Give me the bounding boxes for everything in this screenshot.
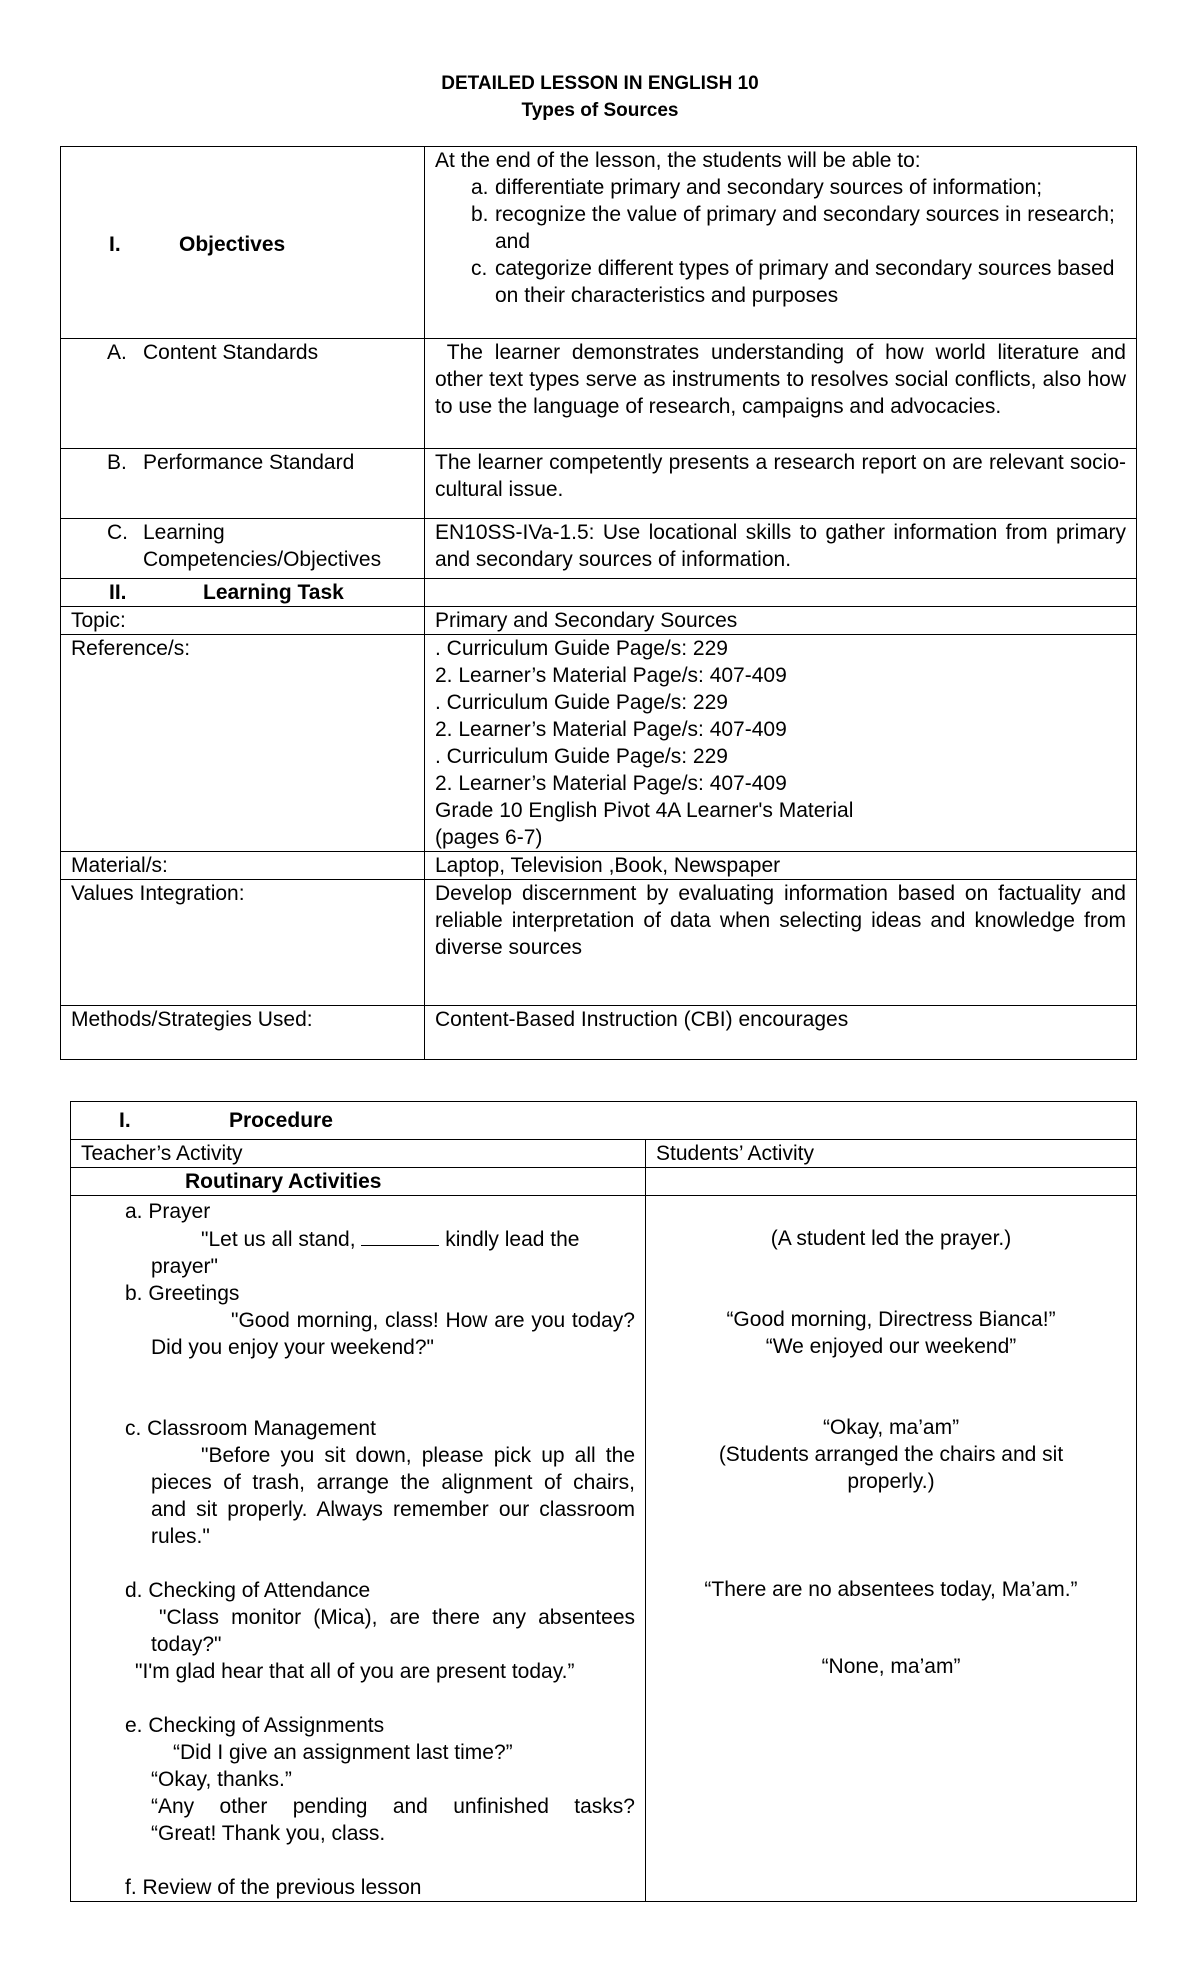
values-integration-label: Values Integration: [61, 880, 425, 1006]
performance-standard-row [61, 449, 1137, 519]
materials-row [61, 852, 1137, 880]
objectives-content-cell [425, 147, 1137, 339]
performance-standard-label: Performance Standard [143, 451, 355, 474]
document-title: DETAILED LESSON IN ENGLISH 10 [441, 73, 759, 94]
topic-row [61, 607, 1137, 635]
reference-line: . Curriculum Guide Page/s: 229 [435, 637, 728, 660]
prayer-text-2: prayer" [151, 1255, 218, 1278]
objectives-num: I. [109, 233, 121, 256]
attendance-text: "Class monitor (Mica), are there any absentees today?" [151, 1606, 635, 1656]
routinary-empty-cell [646, 1168, 1137, 1196]
greetings-heading: b. Greetings [125, 1282, 240, 1305]
references-row [61, 635, 1137, 852]
routinary-row [71, 1168, 1137, 1196]
document-subtitle: Types of Sources [521, 100, 679, 121]
greetings-item [81, 1280, 635, 1361]
greetings-response-1: “Good morning, Directress Bianca!” [726, 1308, 1056, 1331]
procedure-body-row [71, 1196, 1137, 1902]
values-integration-value: Develop discernment by evaluating information based on factuality and reliable interpretation of data when selecting ideas and knowledge from diverse sources [425, 880, 1137, 1006]
content-standards-label: Content Standards [143, 341, 319, 364]
students-activity-cell [646, 1196, 1137, 1902]
routinary-label: Routinary Activities [71, 1168, 646, 1196]
classroom-response-1: “Okay, ma’am” [822, 1416, 960, 1439]
prayer-heading: a. Prayer [125, 1200, 211, 1223]
objectives-label-cell [61, 147, 425, 339]
learning-competencies-text: EN10SS-IVa-1.5: Use locational skills to gather information from primary and secondary sources of information. [425, 519, 1137, 579]
content-standards-row [61, 339, 1137, 449]
learning-task-label-cell: II. Learning Task [61, 579, 425, 607]
content-standards-text: The learner demonstrates understanding of how world literature and other text types serve as instruments to resolves social conflicts, also how to use the language of research, campaigns and advocacies. [425, 339, 1137, 449]
reference-line: 2. Learner’s Material Page/s: 407-409 [435, 718, 787, 741]
objectives-label: Objectives [179, 233, 286, 256]
attendance-text-2: "I'm glad hear that all of you are present today.” [135, 1660, 575, 1683]
teacher-activity-cell [71, 1196, 646, 1902]
attendance-heading: d. Checking of Attendance [125, 1579, 371, 1602]
references-label: Reference/s: [61, 635, 425, 852]
procedure-title-row [71, 1102, 1137, 1140]
attendance-response-2: “None, ma’am” [821, 1655, 961, 1678]
teacher-activity-header: Teacher’s Activity [71, 1140, 646, 1168]
topic-label: Topic: [61, 607, 425, 635]
procedure-label: Procedure [229, 1109, 333, 1132]
prayer-text: "Let us all stand, kindly lead the [151, 1225, 635, 1253]
materials-label: Material/s: [61, 852, 425, 880]
objectives-list [435, 174, 1126, 309]
objective-item: a. differentiate primary and secondary sources of information; [471, 176, 1043, 199]
performance-standard-label-cell: B. Performance Standard [61, 449, 425, 519]
lesson-plan-table [60, 146, 1137, 1060]
methods-label: Methods/Strategies Used: [61, 1006, 425, 1060]
objective-item: c. categorize different types of primary and secondary sources based on their characteristics and purposes [471, 257, 1115, 307]
learning-competencies-label-cell: C. Learning Competencies/Objectives [61, 519, 425, 579]
objectives-row [61, 147, 1137, 339]
materials-value: Laptop, Television ,Book, Newspaper [425, 852, 1137, 880]
review-heading: f. Review of the previous lesson [125, 1876, 422, 1899]
objective-item: b. recognize the value of primary and secondary sources in research; and [471, 203, 1115, 253]
objectives-intro: At the end of the lesson, the students will be able to: [435, 149, 921, 172]
page-title-block [0, 70, 1200, 124]
procedure-title-cell: I. Procedure [71, 1102, 1137, 1140]
learning-competencies-row [61, 519, 1137, 579]
classroom-text: "Before you sit down, please pick up all the pieces of trash, arrange the alignment of chairs, and sit properly. Always remember our classroom rules." [151, 1444, 635, 1548]
assignments-item: e. Checking of Assignments “Did I give an assignment last time?” “Okay, thanks.” “Any other pending and unfinished tasks? “Great! Thank you, class. [125, 1714, 635, 1845]
students-activity-header: Students’ Activity [646, 1140, 1137, 1168]
greetings-text: "Good morning, class! How are you today? Did you enjoy your weekend?" [151, 1309, 635, 1359]
classroom-item [81, 1415, 635, 1550]
procedure-table [70, 1101, 1137, 1902]
learning-task-empty-cell [425, 579, 1137, 607]
learning-task-row [61, 579, 1137, 607]
prayer-item [81, 1198, 635, 1280]
learning-task-label: Learning Task [203, 581, 344, 604]
attendance-response-1: “There are no absentees today, Ma’am.” [704, 1578, 1078, 1601]
reference-line: . Curriculum Guide Page/s: 229 [435, 691, 728, 714]
methods-value: Content-Based Instruction (CBI) encourages [425, 1006, 1137, 1060]
procedure-header-row [71, 1140, 1137, 1168]
reference-line: (pages 6-7) [435, 826, 543, 849]
references-list [425, 635, 1137, 852]
topic-value: Primary and Secondary Sources [425, 607, 1137, 635]
classroom-response-2: (Students arranged the chairs and sit properly.) [718, 1443, 1064, 1493]
reference-line: Grade 10 English Pivot 4A Learner's Material [435, 799, 854, 822]
reference-line: . Curriculum Guide Page/s: 229 [435, 745, 728, 768]
review-item [81, 1874, 635, 1901]
values-integration-row [61, 880, 1137, 1006]
reference-line: 2. Learner’s Material Page/s: 407-409 [435, 772, 787, 795]
classroom-heading: c. Classroom Management [125, 1417, 376, 1440]
content-standards-label-cell: A. Content Standards [61, 339, 425, 449]
attendance-item [81, 1577, 635, 1685]
greetings-response-2: “We enjoyed our weekend” [765, 1335, 1017, 1358]
assignments-heading: e. Checking of Assignments [125, 1714, 385, 1737]
reference-line: 2. Learner’s Material Page/s: 407-409 [435, 664, 787, 687]
prayer-response: (A student led the prayer.) [770, 1227, 1012, 1250]
methods-row [61, 1006, 1137, 1060]
name-blank [361, 1225, 439, 1246]
performance-standard-text: The learner competently presents a research report on are relevant socio-cultural issue. [425, 449, 1137, 519]
